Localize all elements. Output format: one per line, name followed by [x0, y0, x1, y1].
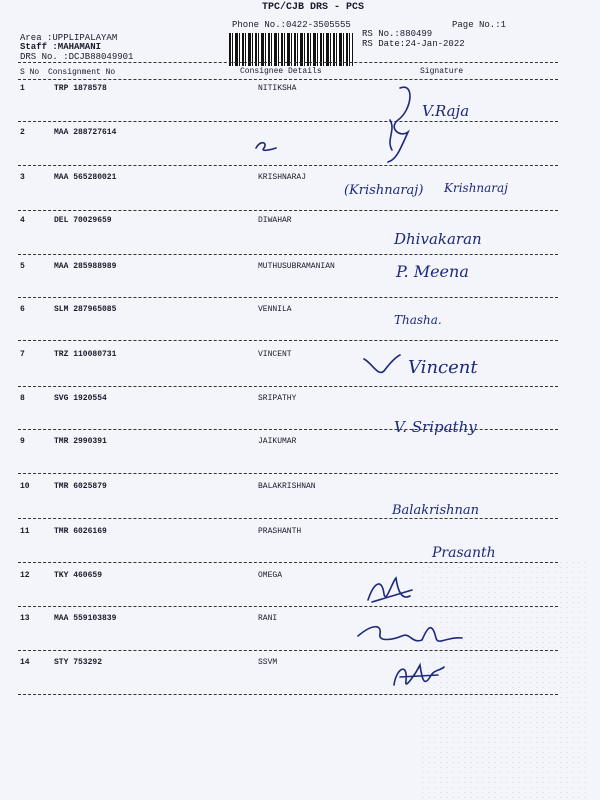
row-consignee: NITIKSHA [258, 84, 297, 93]
row-consignee: SSVM [258, 658, 278, 667]
table-row [0, 482, 600, 496]
row-consignee: SRIPATHY [258, 394, 297, 403]
col-signature: Signature [420, 67, 464, 76]
row-consignee: VINCENT [258, 350, 292, 359]
row-divider [18, 121, 558, 122]
svg-text:Prasanth: Prasanth [432, 545, 496, 561]
row-sno: 5 [20, 262, 25, 271]
row-sno: 13 [20, 614, 30, 623]
staff-label: Staff :MAHAMANI [20, 42, 102, 52]
svg-text:Balakrishnan: Balakrishnan [392, 503, 480, 518]
row-divider [18, 210, 558, 211]
svg-text:(Krishnaraj): (Krishnaraj) [344, 183, 424, 198]
row-consignee: VENNILA [258, 305, 292, 314]
svg-text:Krishnaraj: Krishnaraj [444, 181, 508, 195]
row-consignment: SVG 1920554 [54, 394, 107, 403]
row-sno: 3 [20, 173, 25, 182]
row-divider [18, 429, 558, 430]
table-row [0, 216, 600, 230]
row-divider [18, 254, 558, 255]
row-consignment: TMR 6026169 [54, 527, 107, 536]
row-sno: 14 [20, 658, 30, 667]
row-consignment: MAA 288727614 [54, 128, 117, 137]
table-row [0, 614, 600, 628]
table-row [0, 527, 600, 541]
table-row [0, 437, 600, 451]
row-consignee: OMEGA [258, 571, 283, 580]
svg-text:Dhivakaran: Dhivakaran [394, 230, 482, 248]
row-divider [18, 340, 558, 341]
row-divider [18, 473, 558, 474]
row-divider [18, 165, 558, 166]
row-consignee: MUTHUSUBRAMANIAN [258, 262, 335, 271]
svg-text:P. Meena: P. Meena [396, 262, 469, 281]
row-consignment: MAA 559103839 [54, 614, 117, 623]
area-label: Area :UPPLIPALAYAM [20, 33, 118, 43]
row-divider [18, 606, 558, 607]
row-consignment: DEL 70029659 [54, 216, 112, 225]
row-consignment: MAA 285988989 [54, 262, 117, 271]
row-consignee: DIWAHAR [258, 216, 292, 225]
svg-text:V. Sripathy: V. Sripathy [394, 418, 477, 436]
table-row [0, 262, 600, 276]
row-consignee: PRASHANTH [258, 527, 302, 536]
row-divider [18, 297, 558, 298]
row-divider [18, 562, 558, 563]
phone-number: Phone No.:0422-3505555 [232, 20, 351, 30]
row-divider [18, 386, 558, 387]
signature-row-10 [388, 492, 528, 524]
page-number: Page No.:1 [452, 20, 507, 30]
table-row [0, 128, 600, 142]
table-row [0, 658, 600, 672]
row-divider [18, 694, 558, 695]
report-title: TPC/CJB DRS - PCS [262, 2, 365, 13]
svg-text:Thasha.: Thasha. [394, 313, 442, 327]
row-consignment: TMR 2990391 [54, 437, 107, 446]
table-row [0, 394, 600, 408]
row-sno: 6 [20, 305, 25, 314]
table-row [0, 84, 600, 98]
row-sno: 7 [20, 350, 25, 359]
row-sno: 12 [20, 571, 30, 580]
header-divider [18, 62, 558, 63]
row-sno: 1 [20, 84, 25, 93]
table-row [0, 173, 600, 187]
row-sno: 8 [20, 394, 25, 403]
drs-number: DRS No. :DCJB88049901 [20, 52, 134, 62]
row-consignee: BALAKRISHNAN [258, 482, 316, 491]
columns-divider [18, 79, 558, 80]
row-consignee: JAIKUMAR [258, 437, 297, 446]
row-consignee: KRISHNARAJ [258, 173, 307, 182]
row-consignment: STY 753292 [54, 658, 103, 667]
row-consignment: TKY 460659 [54, 571, 103, 580]
row-sno: 10 [20, 482, 30, 491]
row-consignment: MAA 565280021 [54, 173, 117, 182]
table-row [0, 571, 600, 585]
row-consignment: TRP 1878578 [54, 84, 107, 93]
row-sno: 2 [20, 128, 25, 137]
row-divider [18, 518, 558, 519]
col-consignee: Consignee Details [240, 67, 322, 76]
svg-text:Vincent: Vincent [408, 357, 478, 378]
row-consignment: TRZ 110080731 [54, 350, 117, 359]
row-sno: 9 [20, 437, 25, 446]
row-consignment: SLM 287965085 [54, 305, 117, 314]
rs-date: RS Date:24-Jan-2022 [362, 39, 465, 49]
row-consignment: TMR 6025879 [54, 482, 107, 491]
row-sno: 11 [20, 527, 30, 536]
table-row [0, 350, 600, 364]
col-consignment: Consignment No [48, 68, 116, 77]
signature-row-8 [390, 410, 560, 440]
svg-text:V.Raja: V.Raja [422, 102, 470, 120]
table-row [0, 305, 600, 319]
row-sno: 4 [20, 216, 25, 225]
row-divider [18, 650, 558, 651]
scan-noise [420, 560, 590, 800]
rs-number: RS No.:880499 [362, 29, 433, 39]
col-sno: S No [20, 68, 40, 77]
row-consignee: RANI [258, 614, 278, 623]
